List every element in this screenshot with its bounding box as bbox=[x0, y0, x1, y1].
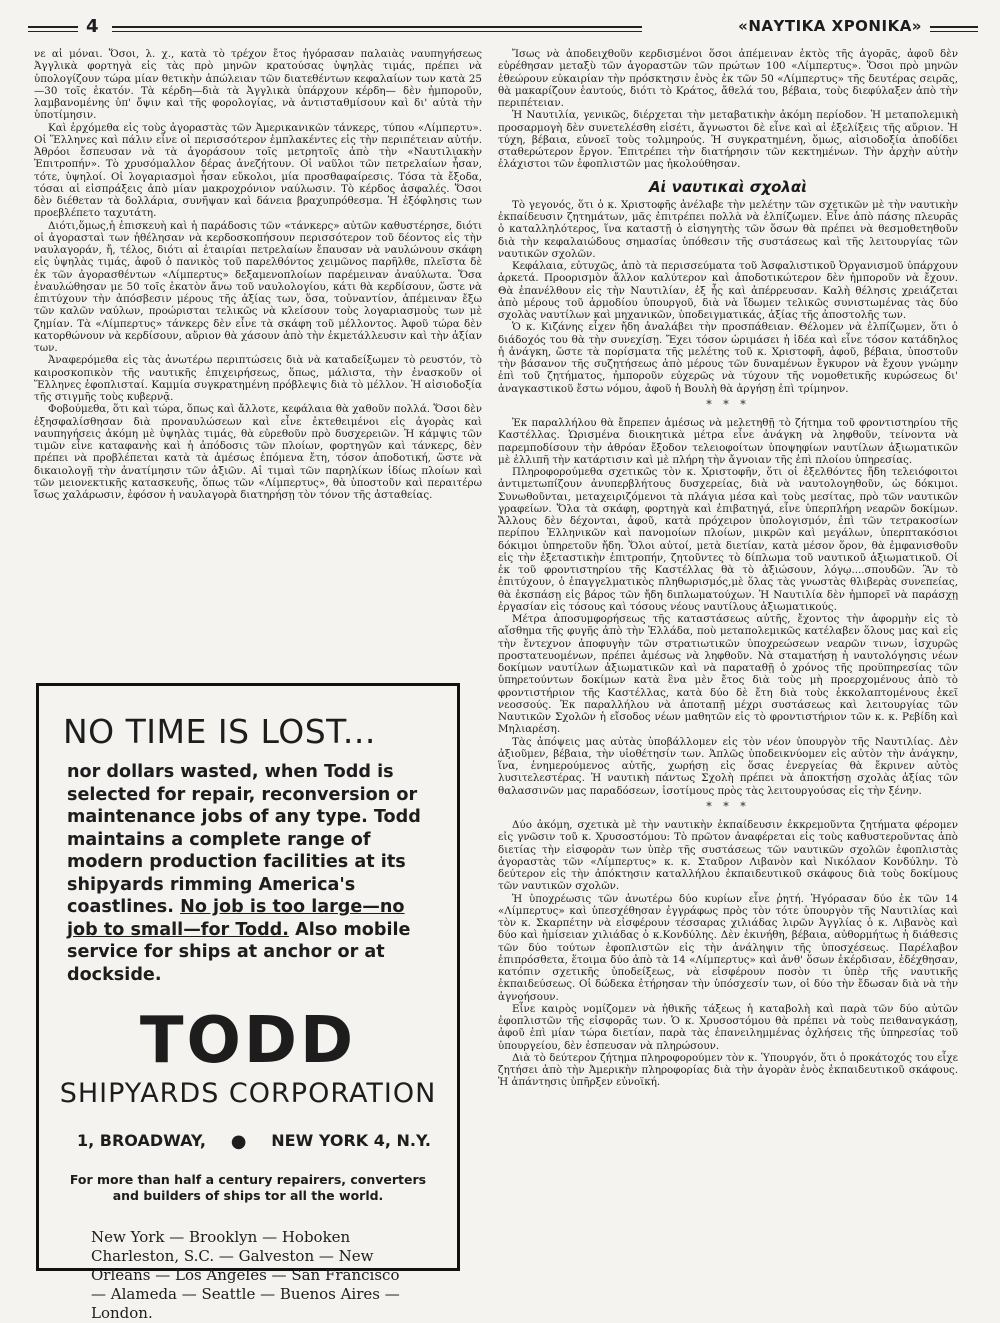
ad-body-underlined: No job is too large—no job to small—for Todd. bbox=[67, 897, 405, 940]
article-paragraph: Ἐκ παραλλήλου θὰ ἔπρεπεν ἀμέσως νὰ μελετηθῇ τὸ ζήτημα τοῦ φροντιστηρίου τῆς Καστέλλας. Ὡρισμένα διοικητικὰ μέτρα εἶνε ἀνάγκη νὰ ληφθοῦν, τείνοντα νὰ παρεμποδίσουν τὴν ἀθρόαν ἔξοδον τελειοφοίτων ὑποψηφίων ναυτίλων ἀξιωματικῶν μὲ ἐλλιπῆ τὴν κατάρτισιν καὶ μὲ πλήρη τὴν ἄγνοιαν τῆς ἐπὶ πλοίου ὑπηρεσίας. bbox=[498, 417, 958, 466]
ad-body-end: Also mobile service for ships at anchor or at dockside. bbox=[67, 919, 411, 985]
right-column bbox=[498, 48, 958, 1270]
ad-address-street: 1, BROADWAY, bbox=[77, 1131, 206, 1150]
ad-address bbox=[77, 1131, 431, 1152]
article-paragraph: Ὁ κ. Κιζάνης εἶχεν ἤδη ἀναλάβει τὴν προσπάθειαν. Θέλομεν νὰ ἐλπίζωμεν, ὅτι ὁ διάδοχός του θὰ τὴν συνεχίσῃ. Ἔχει τόσον ὡριμάσει ἡ ἰδέα καὶ εἶνε τόσον κατάδηλος ἡ ἀνάγκη, ὥστε τὰ πορίσματα τῆς μελέτης τοῦ κ. Χριστοφῆ, ἀφοῦ, βέβαια, ὑποστοῦν τὴν βάσανον τῆς συζητήσεως ἀπὸ μέρους τῶν δυναμένων ἔγκυρον νὰ ἔχουν γνώμην ἐπὶ τοῦ ζητήματος, ἠμποροῦν εὐχερῶς νὰ τύχουν τῆς νομοθετικῆς κυρώσεως δι' ἀναγκαστικοῦ ἔστω νόμου, ἀφοῦ ἡ Βουλὴ θὰ ἀργήσῃ ἐπὶ τρίμηνον. bbox=[498, 321, 958, 395]
section-separator: * * * bbox=[706, 397, 750, 411]
section-separator: * * * bbox=[706, 799, 750, 813]
article-paragraph: Πληροφορούμεθα σχετικῶς τὸν κ. Χριστοφῆν, ὅτι οἱ ἐξελθόντες ἤδη τελειόφοιτοι ἀντιμετωπίζουν ἀνυπερβλήτους δυσχερείας, διὰ νὰ ναυτολογηθοῦν, ὡς δόκιμοι. Συνωθοῦνται, μεταχειριζόμενοι τὰ πλάγια μέσα καὶ τοὺς μεσίτας, πρὸ τῶν ναυτικῶν γραφείων. Ὅλα τὰ σκάφη, φορτηγὰ καὶ ἐπιβατηγά, εἶνε ὑπερπλήρη νεαρῶν δοκίμων. Ἄλλους δὲν δέχονται, ἀφοῦ, κατὰ πρόχειρον ὑπολογισμόν, ἐπὶ τῶν τετρακοσίων περίπου Ἑλληνικῶν καὶ πανομοίων πλοίων, μικρῶν καὶ μεγάλων, ὑπερπτακόσιοι δόκιμοι ὑπηρετοῦν ἤδη. Ὅλοι αὐτοί, μετὰ διετίαν, κατὰ μέσον ὅρον, θὰ ἐμφανισθοῦν εἰς τὴν ἐξεταστικὴν ἐπιτροπήν, ζητοῦντες τὸ δίπλωμα τοῦ ναυτικοῦ ἀξιωματικοῦ. Οἱ ἐκ τοῦ φροντιστηρίου τῆς Καστέλλας θὰ τὸ ἀξιώσουν, λόγῳ....σπουδῶν. Ἂν τὸ ἐπιτύχουν, ὁ ἐπαγγελματικὸς πληθωρισμός,μὲ ὅλας τὰς γνωστὰς θλιβερὰς συνεπείας, θὰ ἐκσπάσῃ εἰς βάρος τῶν ἤδη διπλωματούχων. Ἡ Ναυτιλία δὲν ἠμπορεῖ νὰ παράσχῃ ἐργασίαν εἰς τόσους καὶ τόσους νέους ναυτίλους ἀξιωματικούς. bbox=[498, 466, 958, 613]
page-header bbox=[28, 16, 978, 42]
article-paragraph: Ἴσως νὰ ἀποδειχθοῦν κερδισμένοι ὅσοι ἀπέμειναν ἐκτὸς τῆς ἀγορᾶς, ἀφοῦ δὲν εὑρέθησαν μεταξὺ τῶν ἀγοραστῶν τῶν πρώτων 100 «Λίμπερτυς». Ὅσοι πρὸ μηνῶν ἐθεώρουν εὐκαιρίαν τὴν πρόσκτησιν ἑνὸς ἐκ τῶν 50 «Λίμπερτυς» τῆς δευτέρας σειρᾶς, θὰ μακαρίζουν ἑαυτούς, διότι τὸ Κράτος, ἄθελά του, βέβαια, τοὺς διεφύλαξεν ἀπὸ τὴν περιπέτειαν. bbox=[498, 48, 958, 109]
article-paragraph: Δύο ἀκόμη, σχετικὰ μὲ τὴν ναυτικὴν ἐκπαίδευσιν ἐκκρεμοῦντα ζητήματα φέρομεν εἰς γνῶσιν τοῦ κ. Χρυσοστόμου: Τὸ πρῶτον ἀναφέρεται εἰς τοὺς καθυστεροῦντας ἀπὸ διετίας τὴν εἰσφορὰν των ὑπὲρ τῆς συστάσεως τῶν ναυτικῶν σχολῶν ἐφοπλιστὰς ἀγοραστὰς τῶν «Λίμπερτυς» κ. κ. Σταῦρον Λιβανὸν καὶ Νικόλαον Κονδύλην. Τὸ δεύτερον εἰς τὴν ἀπόκτησιν καταλλήλου ἐκπαιδευτικοῦ σκάφους διὰ τοὺς δοκίμους τῶν ναυτικῶν σχολῶν. bbox=[498, 819, 958, 893]
article-paragraph: Τὰς ἀπόψεις μας αὐτὰς ὑποβάλλομεν εἰς τὸν νέον ὑπουργὸν τῆς Ναυτιλίας. Δὲν ἀξιοῦμεν, βέβαια, τὴν υἱοθέτησίν των. Ἁπλῶς ὑποδεικνύομεν εἰς αὐτὸν τὴν ἀνάγκην, ἵνα, ἐνημερούμενος αὐτῆς, χωρήσῃ εἰς ὅσας ἐνεργείας θὰ ἔκρινεν αὐτὸς λυσιτελεστέρας. Ἡ ναυτικὴ πάντως Σχολὴ πρέπει νὰ ἀποκτήσῃ σχολὰς ἀξίας τῶν θαλασσινῶν μας παραδόσεων, ἰσοτίμους πρὸς τὰς λειτουργούσας εἰς τὴν ξένην. bbox=[498, 735, 958, 797]
todd-advertisement bbox=[36, 683, 460, 1322]
article-paragraph: Ἡ Ναυτιλία, γενικῶς, διέρχεται τὴν μεταβατικὴν ἀκόμη περίοδον. Ἡ μεταπολεμικὴ προσαρμογὴ δὲν συνετελέσθη εἰσέτι, ἄγνωστοι δὲ εἶνε καὶ αἱ ἐξελίξεις τῆς αὔριον. Ἡ τύχη, βέβαια, εὐνοεῖ τοὺς τολμηρούς. Ἡ συγκρατημένη, ὅμως, αἰσιοδοξία ἀποδίδει σταθερώτερον ἔργον. Ἐπιτρέπει τὴν διατήρησιν τῶν κεκτημένων. Τὴν ἀρχὴν αὐτὴν ἐλάχιστοι τῶν ἐφοπλιστῶν μας ἠκολούθησαν. bbox=[498, 109, 958, 171]
article-paragraph: Διότι,ὅμως,ἡ ἐπισκευὴ καὶ ἡ παράδοσις τῶν «τάνκερς» αὐτῶν καθυστέρησε, διότι οἱ ἀγορασταὶ των ἠθέλησαν νὰ κερδοσκοπήσουν περισσότερον τοῦ δέοντος εἰς τὴν ναυλαγοράν, ἤ, τέλος, διότι αἱ ἑταιρίαι πετρελαίων ἔπαυσαν νὰ ναυλώνουν σκάφη εἰς ὑψηλὰς τιμάς, ἀφοῦ ὁ πανικὸς τοῦ παρελθόντος χειμῶνος παρῆλθε, πλεῖστα δὲ ἐκ τῶν ἀγορασθέντων «Λίμπερτυς» δεξαμενοπλοίων παρέμειναν ἀναύλωτα. Ὅσα ἐναυλώθησαν με 50 τοῖς ἑκατὸν ἄνω τοῦ ναυλολογίου, κάτι θὰ κερδίσουν, ὥστε νὰ ἐπιτύχουν τὴν ἀπόσβεσιν μέρους τῆς ἀξίας των, ὅσα, τοὐναντίον, ἀπέμειναν ἔξω τῶν καλῶν ναύλων, προώρισται τελικῶς νὰ κλείσουν τοὺς λογαριασμοὺς των μὲ ζημίαν. Τὰ «Λίμπερτυς» τάνκερς δὲν εἶνε τὰ σκάφη τοῦ μέλλοντος. Ἀφοῦ τώρα δὲν κατορθώνουν νὰ κερδίσουν, αὔριον θὰ χάσουν ἀπὸ τὴν ἐκμετάλλευσιν καὶ τὴν ἀξίαν των. bbox=[34, 219, 482, 354]
publication-title: «ΝΑΥΤΙΚΑ ΧΡΟΝΙΚΑ» bbox=[738, 17, 922, 35]
ad-body bbox=[67, 761, 433, 986]
article-paragraph: Διὰ τὸ δεύτερον ζήτημα πληροφορούμεν τὸν κ. Ὑπουργόν, ὅτι ὁ προκάτοχός του εἶχε ζητήσει ἀπὸ τὴν Ἀμερικὴν πληροφορίας διὰ τὴν ἀγορὰν ἑνὸς ἐκπαιδευτικοῦ σκάφους. Ἡ ἀπάντησις ὑπῆρξεν εὐνοϊκή. bbox=[498, 1051, 958, 1089]
header-rule-right bbox=[930, 26, 978, 32]
article-paragraph: Εἶνε καιρὸς νομίζομεν νὰ ἠθικῆς τάξεως ἡ καταβολὴ καὶ παρὰ τῶν δύο αὐτῶν ἐφοπλιστῶν τῆς εἰσφορᾶς των. Ὁ κ. Χρυσοστόμου θὰ πρέπει νὰ τοὺς πειθαναγκάσῃ, ἀφοῦ ἐπὶ μίαν τώρα διετίαν, παρὰ τὰς ἐπανειλημμένας ὀχλήσεις τῆς ὑπηρεσίας τοῦ ὑπουργείου, δὲν ἐσπευσαν νὰ πληρώσουν. bbox=[498, 1002, 958, 1052]
header-rule-middle bbox=[112, 26, 642, 32]
article-paragraph: Κεφάλαια, εὐτυχῶς, ἀπὸ τὰ περισσεύματα τοῦ Ἀσφαλιστικοῦ Ὀργανισμοῦ ὑπάρχουν ἀρκετά. Προορισμὸν ἄλλον καλύτερον καὶ ἀποδοτικώτερον δὲν ἠμποροῦν νὰ ἔχουν. Θὰ ἐπανέλθουν εἰς τὴν Ναυτιλίαν, ἐξ ἧς καὶ ἀπέρρευσαν. Καλὴ θέλησις χρειάζεται ἀπὸ μέρους τοῦ ἁρμοδίου ὑπουργοῦ, διὰ νὰ ἴδωμεν τελικῶς συνιστωμένας τὰς δύο σχολὰς ναυτίλων καὶ μηχανικῶν, ὑποδειγματικάς, ἀξίας τῆς ἀποστολῆς των. bbox=[498, 260, 958, 321]
article-paragraph: Ἡ ὑποχρέωσις τῶν ἀνωτέρω δύο κυρίων εἶνε ῥητή. Ἠγόρασαν δύο ἐκ τῶν 14 «Λίμπερτυς» καὶ ὑπεσχέθησαν ἐγγράφως πρὸς τὸν τότε ὑπουργὸν τῆς Ναυτιλίας καὶ τὸν κ. Σκαρπέτην νὰ εἰσφέρουν τέσσαρας χιλιάδας λιρῶν Ἀγγλίας ὁ κ. Λιβανὸς καὶ δύο καὶ ἡμίσειαν χιλιάδας ὁ κ.Κονδύλης. Δὲν ἐκινήθη, βέβαια, αὐθορμήτως ἡ διάθεσις τῶν δύο τούτων ἐφοπλιστῶν εἰς τὴν ἀνάληψιν τῆς ὑποσχέσεως. Παρέλαβον ἐπιπρόσθετα, ἕτοιμα δύο ἀπὸ τὰ 14 «Λίμπερτυς» καὶ ἀνθ' ὅσων ἐκέρδισαν, ἐδέχθησαν, κατόπιν σχετικῆς ὑποδείξεως, νὰ εἰσφέρουν ποσὸν τι ὑπὲρ τῆς ναυτικῆς ἐκπαιδεύσεως. Οἱ δώδεκα ἐτήρησαν τὴν ὑπόσχεσίν των, οἱ δύο τὴν ἔδωσαν διὰ νὰ τὴν ἀγνοήσουν. bbox=[498, 892, 958, 1003]
article-paragraph: Ἀναφερόμεθα εἰς τὰς ἀνωτέρω περιπτώσεις διὰ νὰ καταδείξωμεν τὸ ρευστόν, τὸ καιροσκοπικὸν τῆς ναυτικῆς ἐπιχειρήσεως, ὅπως, μάλιστα, τὴν ἐνασκοῦν οἱ Ἕλληνες ἐφοπλισταί. Καμμία συγκρατημένη πρόβλεψις διὰ τὸ μέλλον. Ἡ αἰσιοδοξία τῆς στιγμῆς τοὺς κυβερνᾷ. bbox=[34, 354, 482, 403]
article-paragraph: νε αἱ μόναι. Ὅσοι, λ. χ., κατὰ τὸ τρέχον ἔτος ἠγόρασαν παλαιὰς ναυπηγήσεως Ἀγγλικὰ φορτηγὰ εἰς τὰς πρὸ μηνῶν κρατούσας ὑψηλὰς τιμάς, πρέπει νὰ ὑπολογίζουν τώρα μίαν θετικὴν ἀπώλειαν τῶν διατεθέντων κεφαλαίων των κατὰ 25—30 τοῖς ἑκατόν. Τὰ κέρδη—διὰ τὰ Ἀγγλικὰ ὑπάρχουν κέρδη— δὲν ἠμποροῦν, λαμβανομένης ὑπ' ὄψιν καὶ τῆς φορολογίας, νὰ ἀντισταθμίσουν καὶ δι' αὐτὰ τὴν ὑποτίμησιν. bbox=[34, 48, 482, 122]
ad-corporation: SHIPYARDS CORPORATION bbox=[59, 1078, 437, 1109]
article-paragraph: Τὸ γεγονός, ὅτι ὁ κ. Χριστοφῆς ἀνέλαβε τὴν μελέτην τῶν σχετικῶν μὲ τὴν ναυτικὴν ἐκπαίδευσιν ζητημάτων, μᾶς ἐπιτρέπει πολλὰ νὰ ἐλπίζωμεν. Εἶνε ἀπὸ πάσης πλευρᾶς ὁ καταλληλότερος, ἵνα καταστῇ ὁ εἰσηγητὴς τῶν ὅσων θὰ πρέπει νὰ θεσμοθετηθοῦν διὰ τὴν κεφαλαιώδους σημασίας ὑπόθεσιν τῆς συστάσεως καὶ τῆς λειτουργίας τῶν ναυτικῶν σχολῶν. bbox=[498, 198, 958, 260]
ad-address-city: NEW YORK 4, N.Y. bbox=[271, 1131, 431, 1150]
page-number: 4 bbox=[86, 16, 99, 37]
article-paragraph: Καὶ ἐρχόμεθα εἰς τοὺς ἀγοραστὰς τῶν Ἀμερικανικῶν τάνκερς, τύπου «Λίμπερτυ». Οἱ Ἕλληνες καὶ πάλιν εἶνε οἱ περισσότερον ἐμπλακέντες εἰς τὴν περιπέτειαν αὐτήν. Ἀθρόοι ἔσπευσαν νὰ τὰ ἀγοράσουν τοῖς μετρητοῖς ἀπὸ τὴν «Ναυτιλιακὴν Ἐπιτροπήν». Τὸ χρυσόμαλλον δέρας ἀνεζήτουν. Οἱ ναῦλοι τῶν πετρελαίων ἦσαν, τότε, ὑψηλοί. Οἱ λογαριασμοὶ ἦσαν εὔκολοι, μία προσθαφαίρεσις. Τόσα τὰ ἔξοδα, τόσαι αἱ εἰσπράξεις ἀπὸ μίαν μακροχρόνιον ναύλωσιν. Τὸ κέρδος ἀσφαλές. Ὅσοι δὲν διέθεταν τὰ δολλάρια, συνῆψαν καὶ δάνεια βραχυπρόθεσμα. Ἡ ἐξόφλησις των προεβλέπετο ταχυτάτη. bbox=[34, 121, 482, 220]
bullet-icon: ● bbox=[230, 1131, 247, 1152]
left-column bbox=[34, 48, 482, 690]
ad-cities: New York — Brooklyn — Hoboken Charleston, S.C. — Galveston — New Orleans — Los Angeles — San Francisco — Alameda — Seattle — Buenos Aires — London. bbox=[91, 1228, 400, 1322]
header-rule-left bbox=[28, 26, 78, 32]
article-paragraph: Μέτρα ἀποσυμφορήσεως τῆς καταστάσεως αὐτῆς, ἔχοντος τὴν ἀφορμὴν εἰς τὸ αἴσθημα τῆς φυγῆς ἀπὸ τὴν Ἑλλάδα, ποὺ μεταπολεμικῶς κατέλαβεν ὅλους μας καὶ εἰς τὴν ἔντεχνον ἀποφυγὴν τῶν στρατιωτικῶν ὑποχρεώσεων νεαρῶν τινων, ἰσχυρῶς προστατευομένων, πρέπει ἀμέσως νὰ ληφθοῦν. Νὰ σταματήσῃ ἡ ναυτολόγησις νέων δοκίμων ναυτίλων ἀξιωματικῶν καὶ νὰ παραταθῇ ὁ χρόνος τῆς προϋπηρεσίας τῶν ὑπηρετούντων δοκίμων κατὰ ἓνα μὲν ἔτος διὰ τοὺς μὴ προερχομένους ἀπὸ τὸ φροντιστήριον τῆς Καστέλλας, κατὰ δύο δὲ ἔτη διὰ τοὺς ἐκκολαπτομένους ἐκεῖ νεοσσούς. Ἐκ παραλλήλου νὰ ἀποταπῇ μέχρι συστάσεως καὶ λειτουργίας τῶν Ναυτικῶν Σχολῶν ἡ εἴσοδος νέων μαθητῶν εἰς τὸ φροντιστήριον τῶν κ. κ. Ρεβίδη καὶ Μηλιαρέση. bbox=[498, 613, 958, 736]
section-subheading: Αἱ ναυτικαὶ σχολαὶ bbox=[648, 177, 808, 196]
ad-body-start: nor dollars wasted, when Todd is selected for repair, reconversion or maintenance jobs of any type. Todd maintains a complete range of modern production facilities at its shipyards rimming America's coastlines. bbox=[67, 762, 421, 917]
article-paragraph: Φοβούμεθα, ὅτι καὶ τώρα, ὅπως καὶ ἄλλοτε, κεφάλαια θὰ χαθοῦν πολλά. Ὅσοι δὲν ἐξησφαλίσθησαν διὰ προναυλώσεων καὶ εἶνε ἐκτεθειμένοι εἰς ἀγορὰς καὶ ναυπηγήσεις ἀκόμη μὲ ὑψηλὰς τιμάς, θὰ εὑρεθοῦν πρὸ δυσχερειῶν. Ἡ κάμψις τῶν τιμῶν εἶνε καταφανὴς καὶ ἡ ἀπόδοσις τῶν πλοίων, φορτηγῶν καὶ τάνκερς, δὲν πρέπει νὰ προβλέπεται κατὰ τὰ ἀμέσως ἑπόμενα ἔτη, τόσον ἀποδοτική, ὥστε νὰ δικαιολογῇ τὴν ἀνατίμησιν τῶν ἀξιῶν. Αἱ τιμαὶ τῶν παρηλίκων ἰδίως πλοίων καὶ τῶν μειονεκτικῆς κατασκευῆς, ὅπως τῶν «Λίμπερτυς», θὰ ὑποστοῦν καὶ περαιτέρω ἴσως χαλάρωσιν, ἐφόσον ἡ ναυλαγορὰ διατηρήσῃ τὸν τόνον τῆς ἀσταθείας. bbox=[34, 403, 482, 501]
ad-headline: NO TIME IS LOST... bbox=[63, 712, 376, 751]
ad-tagline: For more than half a century repairers, converters and builders of ships tor all the world. bbox=[69, 1172, 427, 1203]
ad-brand: TODD bbox=[139, 1004, 357, 1078]
